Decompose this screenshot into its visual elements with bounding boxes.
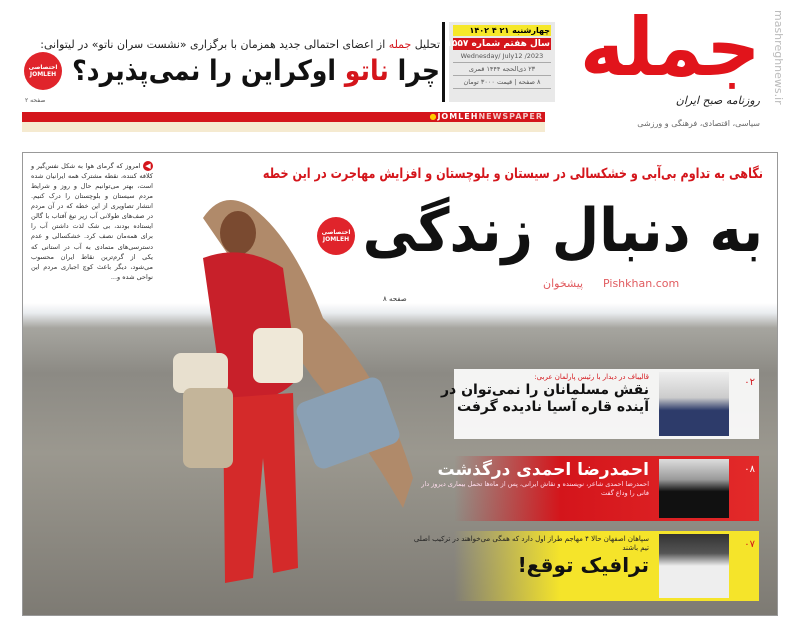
watermark: mashreghnews.ir [772,10,785,105]
badge-label: اختصاصی [321,228,351,236]
kicker-prefix: تحلیل [414,38,440,51]
newspaper-label [405,112,543,122]
portrait-photo [659,459,729,518]
pages-price: ۸ صفحه | قیمت ۳۰۰۰ تومان [453,76,551,89]
story-kicker: قالیباف در دیدار با رئیس پارلمان عربی: [534,373,649,381]
story-text [409,460,649,499]
story-qalibaf[interactable] [440,369,759,439]
headline-part: اوکراین را نمی‌پذیرد؟ [72,54,337,87]
exclusive-badge [317,217,355,255]
main-page-ref: صفحه ۸ [383,295,407,303]
issue-number: ۱۵۵۷ [446,39,469,49]
teaser-headline[interactable] [72,54,440,88]
story-text [409,535,649,577]
main-kicker: نگاهی به تداوم بی‌آبی و خشکسالی در سیستان و بلوچستان و افزایش مهاجرت در این خطه [262,166,763,182]
story-title: نقش مسلمانان را نمی‌توان در آینده قاره آسیا نادیده گرفت [440,382,649,415]
teaser-page-ref: صفحه ۲ [25,97,46,104]
page-number: ۰۸ [744,464,755,475]
day-row [453,25,551,36]
story-title: احمدرضا احمدی درگذشت [437,460,649,480]
intro-text: امروز که گرمای هوا به شکل نفس‌گیر و کلافه کننده، نقطه مشترک همه ایرانیان شده است، بهتر می‌توانیم حال و روز و شرایط مردم سیستان و بلوچستان را درک کنیم. انتشار تصاویری از این خطه که در آن مردم در صف‌های طولانی آب زیر تیغ آفتاب با گالن ایستاده بودند، بی شک لذت داشتن آب را برای همه‌مان نصف کرد. خشکسالی و عدم دسترسی‌های متمادی به آب در استانی که یکی از گرم‌ترین نقاط ایران محسوب می‌شود، دیگر باعث کوچ اجباری مردم این نواحی شده و... [31,162,153,281]
pishkhan-watermark: پیشخوان [543,277,584,290]
badge-brand: JOMLEH [322,236,350,243]
page-number: ۰۲ [744,377,755,388]
issue-row [446,38,551,50]
main-story [22,152,778,616]
story-ahmadi[interactable] [421,456,759,521]
issue-label: شماره [471,39,501,49]
badge-label: اختصاصی [28,63,58,71]
np-brand: JOMLEH [437,112,479,121]
date-box [446,22,555,102]
story-sepahan[interactable] [413,531,759,601]
kicker-text: از اعضای احتمالی جدید همزمان با برگزاری «نشست سران ناتو» در لیتوانی: [40,38,386,51]
teaser-kicker [40,38,440,52]
divider [442,22,445,102]
masthead-tagline: سیاسی، اقتصادی، فرهنگی و ورزشی [637,119,760,128]
dot-icon: ● [429,112,438,121]
hijri-date: ۲۳ ذی‌الحجه ۱۴۴۴ قمری [453,63,551,76]
badge-brand: JOMLEH [29,71,57,78]
page-number: ۰۷ [744,539,755,550]
pishkhan-watermark-en: Pishkhan.com [603,277,680,290]
headline-part: چرا [397,54,440,87]
masthead-logo[interactable]: جمله [580,1,761,94]
story-summary: احمدرضا احمدی شاعر، نویسنده و نقاش ایرانی، پس از ماه‌ها تحمل بیماری دیروز دار فانی را وداع گفت [421,480,649,498]
weekday: چهارشنبه [512,26,550,35]
story-intro [31,161,153,282]
portrait-photo [659,372,729,436]
cream-bar [22,122,545,132]
exclusive-badge [24,52,62,90]
gregorian-date: Wednesday/ July12 /2023 [453,50,551,63]
np-word: NEWSPAPER [478,112,543,121]
persian-date: ۲۱ ۴ ۱۴۰۲ [469,26,510,35]
player-photo [659,534,729,598]
story-kicker: سپاهان اصفهان حالا ۴ مهاجم طراز اول دارد که همگی می‌خواهند در ترکیب اصلی تیم باشند [413,535,649,552]
headline-highlight: ناتو [344,54,389,87]
story-title: ترافیک توقع! [517,553,649,577]
year-label: سال هفتم [503,39,550,49]
kicker-brand: جمله [388,38,412,51]
story-text [409,373,649,416]
arrow-icon: ◀ [143,161,153,171]
masthead-subtitle: روزنامه صبح ایران [675,94,760,107]
main-headline[interactable]: به دنبال زندگی [362,196,763,266]
